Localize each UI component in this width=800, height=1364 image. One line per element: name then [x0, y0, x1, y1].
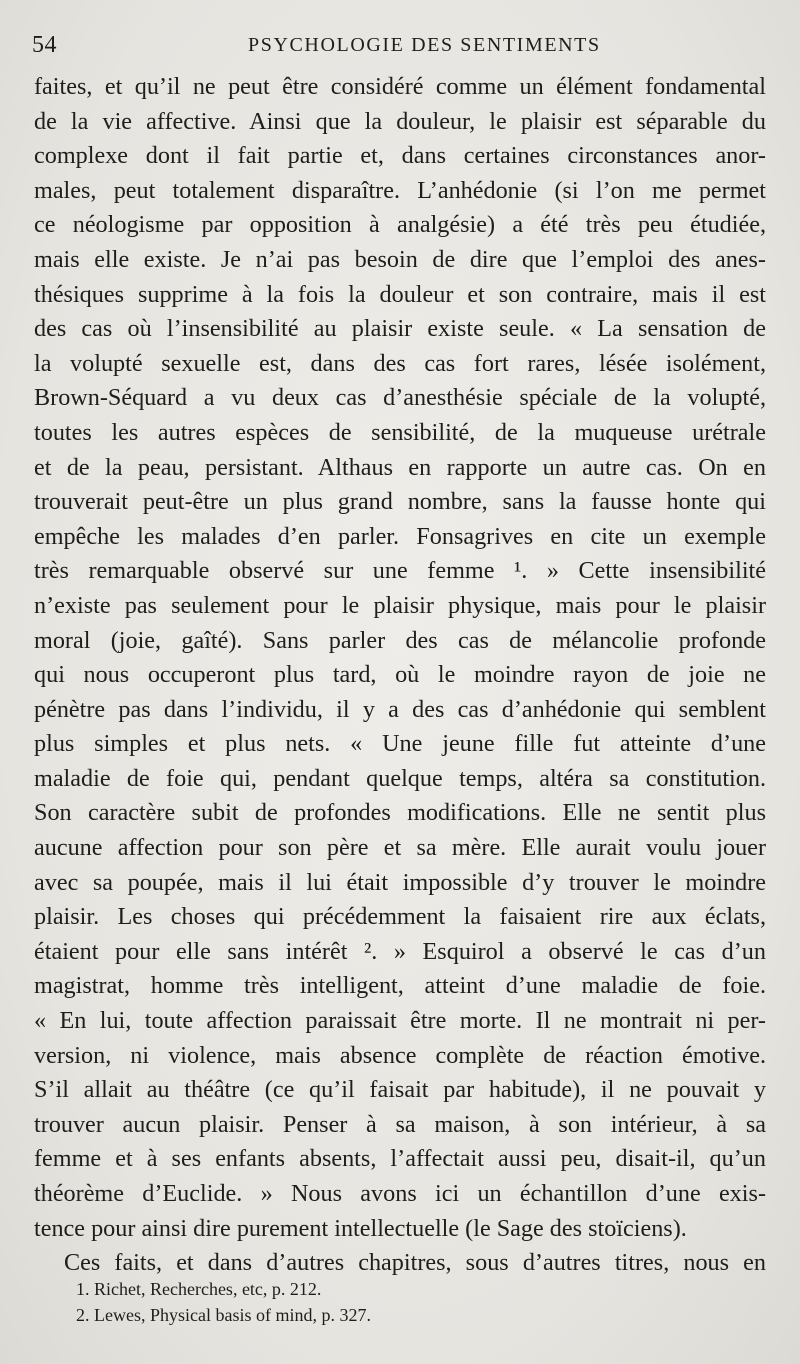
text-line: version, ni violence, mais absence complète de réaction émotive.: [34, 1041, 766, 1069]
text-line: magistrat, homme très intelligent, atteint d’une maladie de foie.: [34, 972, 766, 1000]
text-line: Ces faits, et dans d’autres chapitres, sous d’autres titres, nous en: [64, 1249, 766, 1277]
running-title: PSYCHOLOGIE DES SENTIMENTS: [248, 34, 601, 56]
footnote: 1. Richet, Recherches, etc, p. 212.: [76, 1279, 322, 1299]
text-line: qui nous occuperont plus tard, où le moindre rayon de joie ne: [34, 661, 766, 689]
footnotes: [76, 1276, 756, 1328]
text-line: « En lui, toute affection paraissait être morte. Il ne montrait ni per-: [34, 1007, 766, 1035]
text-line: plaisir. Les choses qui précédemment la faisaient rire aux éclats,: [34, 903, 766, 931]
text-line: plus simples et plus nets. « Une jeune fille fut atteinte d’une: [34, 730, 766, 758]
text-line: femme et à ses enfants absents, l’affectait aussi peu, disait-il, qu’un: [34, 1145, 766, 1173]
text-line: trouverait peut-être un plus grand nombre, sans la fausse honte qui: [34, 488, 766, 516]
text-line: étaient pour elle sans intérêt ². » Esquirol a observé le cas d’un: [34, 937, 766, 965]
text-line: tence pour ainsi dire purement intellectuelle (le Sage des stoïciens).: [34, 1214, 687, 1242]
footnote: 2. Lewes, Physical basis of mind, p. 327.: [76, 1305, 371, 1325]
text-line: males, peut totalement disparaître. L’anhédonie (si l’on me permet: [34, 176, 766, 204]
text-line: très remarquable observé sur une femme ¹. » Cette insensibilité: [34, 557, 766, 585]
text-line: théorème d’Euclide. » Nous avons ici un échantillon d’une exis-: [34, 1180, 766, 1207]
text-line: faites, et qu’il ne peut être considéré comme un élément fondamental: [34, 73, 766, 100]
text-line: S’il allait au théâtre (ce qu’il faisait par habitude), il ne pouvait y: [34, 1076, 766, 1104]
text-line: ce néologisme par opposition à analgésie) a été très peu étudiée,: [34, 211, 766, 239]
body-text: [34, 70, 766, 1281]
text-line: de la vie affective. Ainsi que la douleur, le plaisir est séparable du: [34, 107, 766, 135]
text-line: n’existe pas seulement pour le plaisir physique, mais pour le plaisir: [34, 591, 766, 619]
text-line: des cas où l’insensibilité au plaisir existe seule. « La sensation de: [34, 315, 766, 343]
text-line: avec sa poupée, mais il lui était impossible d’y trouver le moindre: [34, 868, 766, 896]
text-line: pénètre pas dans l’individu, il y a des cas d’anhédonie qui semblent: [34, 695, 766, 723]
text-line: trouver aucun plaisir. Penser à sa maison, à son intérieur, à sa: [34, 1110, 766, 1138]
page-number: 54: [32, 32, 57, 58]
text-line: aucune affection pour son père et sa mère. Elle aurait voulu jouer: [34, 834, 766, 862]
text-line: moral (joie, gaîté). Sans parler des cas de mélancolie profonde: [34, 626, 766, 654]
text-line: empêche les malades d’en parler. Fonsagrives en cite un exemple: [34, 522, 766, 550]
text-line: Brown-Séquard a vu deux cas d’anesthésie spéciale de la volupté,: [34, 384, 766, 412]
text-line: thésiques supprime à la fois la douleur et son contraire, mais il est: [34, 280, 766, 308]
text-line: maladie de foie qui, pendant quelque temps, altéra sa constitution.: [34, 764, 766, 792]
text-line: toutes les autres espèces de sensibilité, de la muqueuse urétrale: [34, 418, 766, 446]
text-line: complexe dont il fait partie et, dans certaines circonstances anor-: [34, 142, 766, 170]
text-line: Son caractère subit de profondes modifications. Elle ne sentit plus: [34, 799, 766, 827]
text-line: la volupté sexuelle est, dans des cas fort rares, lésée isolément,: [34, 349, 766, 377]
text-line: et de la peau, persistant. Althaus en rapporte un autre cas. On en: [34, 453, 766, 481]
text-line: mais elle existe. Je n’ai pas besoin de dire que l’emploi des anes-: [34, 245, 766, 273]
running-head: [32, 30, 760, 64]
